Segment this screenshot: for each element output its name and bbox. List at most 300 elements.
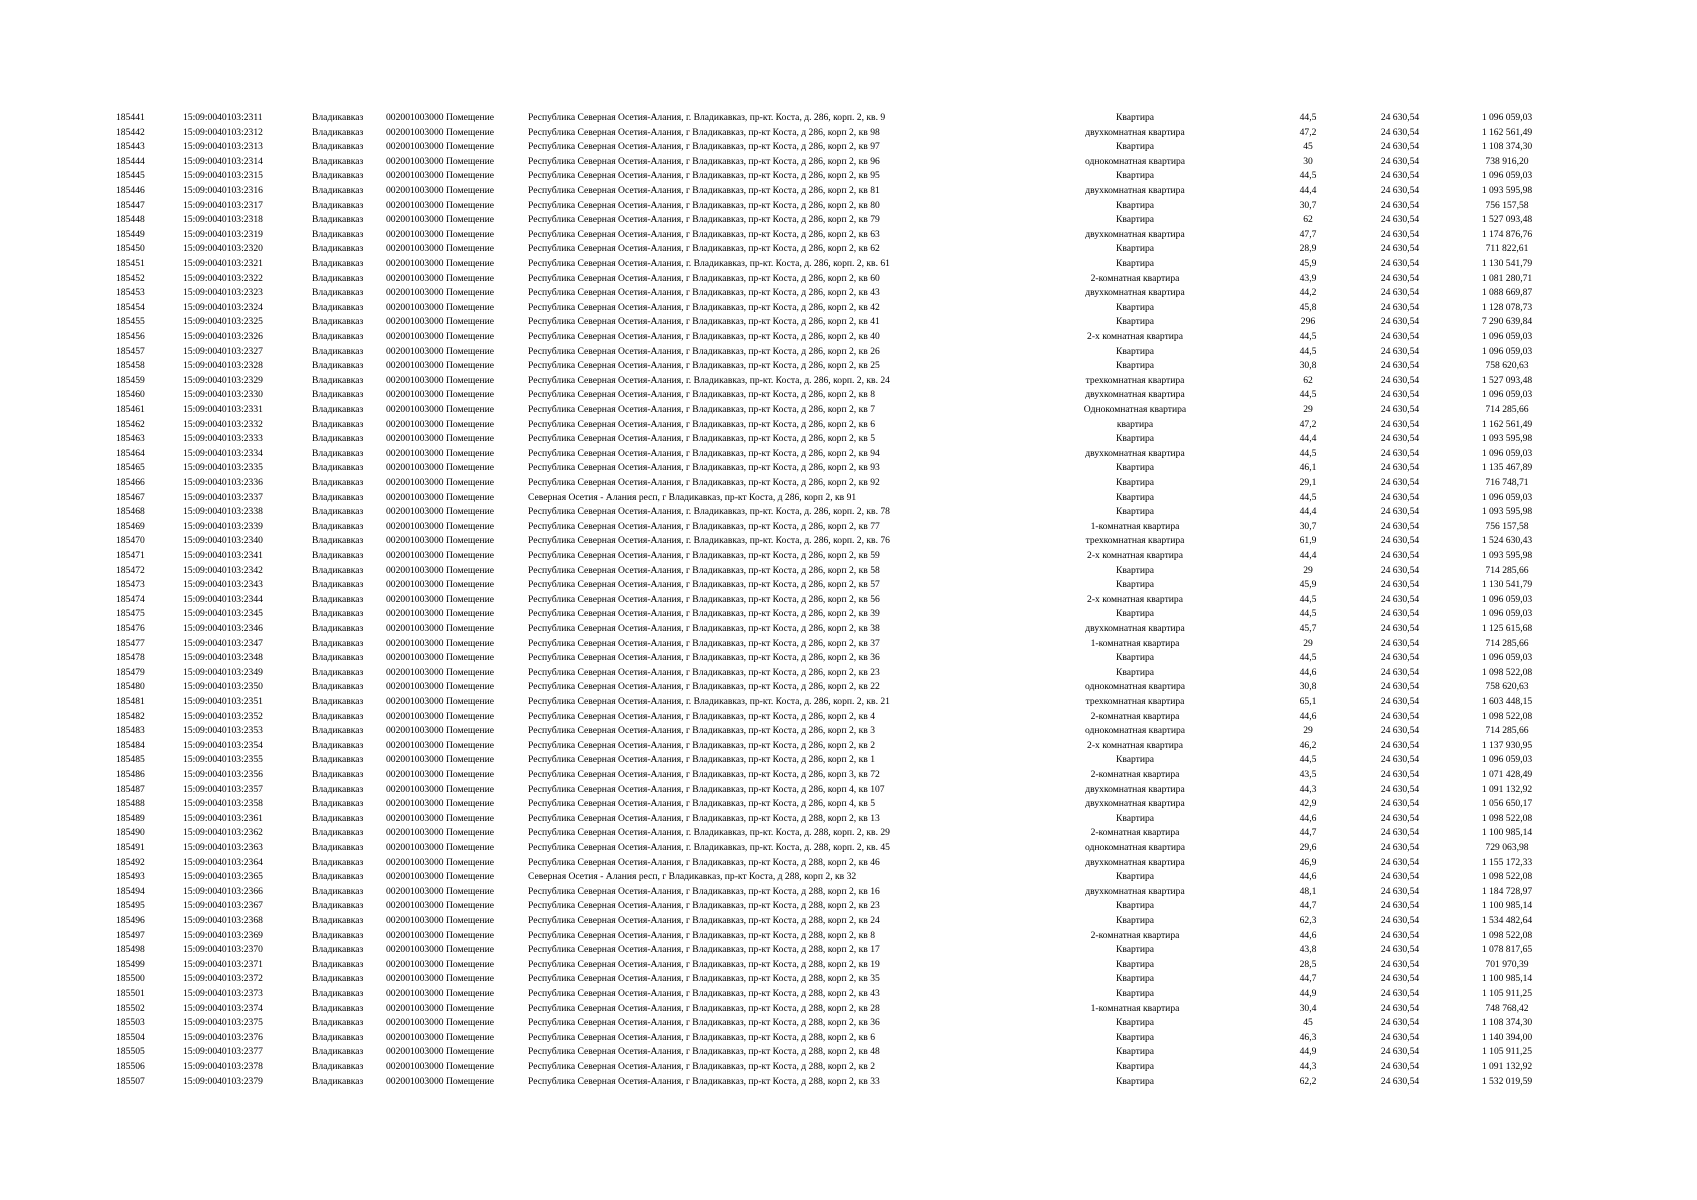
premises-name: 2-комнатная квартира [1090,769,1180,780]
address: Северная Осетия - Алания респ, г Владикавказ, пр-кт Коста, д 286, корп 2, кв 91 [528,491,857,503]
area-value: 44,5 [1299,652,1317,664]
object-type: 002001003000 Помещение [386,739,495,751]
address: Республика Северная Осетия-Алания, г Владикавказ, пр-кт Коста, д 286, корп 2, кв 77 [528,520,880,532]
premises-name: Квартира [1115,944,1155,956]
premises-name: однокомнатная квартира [1084,681,1186,693]
address: Республика Северная Осетия-Алания, г Владикавказ, пр-кт Коста, д 286, корп 4, кв 107 [528,783,885,795]
specific-value: 24 630,54 [1380,1046,1420,1058]
table-row [0,870,1697,885]
address: Республика Северная Осетия-Алания, г Владикавказ, пр-кт Коста, д 286, корп 2, кв 22 [528,681,880,693]
specific-value: 24 630,54 [1380,214,1420,226]
table-row [0,885,1697,900]
cadastral-value: 758 620,63 [1485,681,1529,693]
area-value: 44,9 [1299,988,1317,999]
specific-value: 24 630,54 [1380,579,1420,591]
cadastral-value: 738 916,20 [1485,155,1529,167]
area-value: 43,8 [1299,944,1317,956]
row-number: 185448 [116,214,145,226]
row-number: 185475 [116,608,145,620]
row-number: 185490 [116,827,145,839]
row-number: 185473 [116,579,145,591]
city-name: Владикавказ [312,710,364,722]
area-value: 44,5 [1299,345,1317,357]
address: Республика Северная Осетия-Алания, г Владикавказ, пр-кт Коста, д 286, корп 2, кв 5 [528,433,875,445]
city-name: Владикавказ [312,1031,364,1043]
row-number: 185481 [116,696,145,707]
specific-value: 24 630,54 [1380,798,1420,810]
cadastral-number: 15:09:0040103:2339 [183,520,263,532]
table-row [0,607,1697,622]
table-row [0,140,1697,155]
premises-name: Квартира [1115,360,1155,372]
cadastral-value: 756 157,58 [1485,199,1529,211]
cadastral-value: 1 130 541,79 [1481,579,1533,591]
specific-value: 24 630,54 [1380,915,1420,926]
city-name: Владикавказ [312,769,364,780]
object-type: 002001003000 Помещение [386,243,495,255]
cadastral-number: 15:09:0040103:2367 [183,900,263,912]
table-row [0,1016,1697,1031]
area-value: 44,2 [1299,287,1317,299]
premises-name: Квартира [1115,871,1155,883]
premises-name: Квартира [1115,112,1155,123]
specific-value: 24 630,54 [1380,608,1420,620]
area-value: 45,8 [1299,301,1317,313]
cadastral-value: 729 063,98 [1485,842,1529,853]
row-number: 185488 [116,798,145,810]
cadastral-value: 714 285,66 [1485,725,1529,737]
row-number: 185459 [116,374,145,386]
address: Республика Северная Осетия-Алания, г Владикавказ, пр-кт Коста, д 286, корп 2, кв 93 [528,462,880,474]
area-value: 44,4 [1299,506,1317,518]
cadastral-number: 15:09:0040103:2353 [183,725,263,737]
table-row [0,461,1697,476]
object-type: 002001003000 Помещение [386,1046,495,1058]
cadastral-value: 714 285,66 [1485,637,1529,649]
specific-value: 24 630,54 [1380,433,1420,445]
cadastral-number: 15:09:0040103:2324 [183,301,263,313]
table-row [0,695,1697,710]
premises-name: Квартира [1115,666,1155,678]
area-value: 29,6 [1299,842,1317,853]
premises-name: однокомнатная квартира [1084,725,1186,737]
area-value: 28,5 [1299,958,1317,970]
row-number: 185466 [116,477,145,488]
area-value: 44,3 [1299,783,1317,795]
specific-value: 24 630,54 [1380,623,1420,634]
cadastral-number: 15:09:0040103:2331 [183,404,263,415]
specific-value: 24 630,54 [1380,316,1420,328]
address: Республика Северная Осетия-Алания, г Владикавказ, пр-кт Коста, д 286, корп 2, кв 94 [528,447,880,459]
premises-name: Квартира [1115,491,1155,503]
cadastral-value: 1 100 985,14 [1481,973,1533,985]
city-name: Владикавказ [312,915,364,926]
object-type: 002001003000 Помещение [386,593,495,605]
cadastral-value: 1 096 059,03 [1481,754,1533,766]
specific-value: 24 630,54 [1380,185,1420,196]
cadastral-number: 15:09:0040103:2338 [183,506,263,518]
cadastral-number: 15:09:0040103:2363 [183,842,263,853]
object-type: 002001003000 Помещение [386,214,495,226]
specific-value: 24 630,54 [1380,112,1420,123]
row-number: 185506 [116,1061,145,1072]
object-type: 002001003000 Помещение [386,827,495,839]
cadastral-value: 756 157,58 [1485,520,1529,532]
specific-value: 24 630,54 [1380,258,1420,269]
table-row [0,622,1697,637]
cadastral-value: 1 100 985,14 [1481,827,1533,839]
table-row [0,1002,1697,1017]
row-number: 185485 [116,754,145,766]
cadastral-value: 1 162 561,49 [1481,126,1533,138]
address: Республика Северная Осетия-Алания, г Владикавказ, пр-кт Коста, д 288, корп 2, кв 2 [528,1061,875,1072]
premises-name: 1-комнатная квартира [1090,637,1180,649]
cadastral-value: 1 534 482,64 [1481,915,1533,926]
area-value: 65,1 [1299,696,1317,707]
specific-value: 24 630,54 [1380,199,1420,211]
city-name: Владикавказ [312,112,364,123]
specific-value: 24 630,54 [1380,1017,1420,1029]
cadastral-number: 15:09:0040103:2344 [183,593,263,605]
premises-name: двухкомнатная квартира [1085,623,1185,634]
city-name: Владикавказ [312,462,364,474]
table-row [0,739,1697,754]
row-number: 185482 [116,710,145,722]
address: Республика Северная Осетия-Алания, г Владикавказ, пр-кт Коста, д 286, корп 2, кв 79 [528,214,880,226]
cadastral-value: 1 135 467,89 [1481,462,1533,474]
cadastral-value: 1 098 522,08 [1481,929,1533,941]
row-number: 185465 [116,462,145,474]
area-value: 43,5 [1299,769,1317,780]
city-name: Владикавказ [312,243,364,255]
row-number: 185479 [116,666,145,678]
cadastral-value: 1 093 595,98 [1481,550,1533,561]
address: Республика Северная Осетия-Алания, г. Владикавказ, пр-кт. Коста, д. 288, корп. 2, кв. 29 [528,827,890,839]
row-number: 185467 [116,491,145,503]
table-row [0,315,1697,330]
specific-value: 24 630,54 [1380,666,1420,678]
table-row [0,972,1697,987]
cadastral-number: 15:09:0040103:2343 [183,579,263,591]
area-value: 30,8 [1299,360,1317,372]
cadastral-number: 15:09:0040103:2371 [183,958,263,970]
object-type: 002001003000 Помещение [386,1017,495,1029]
cadastral-value: 1 096 059,03 [1481,593,1533,605]
city-name: Владикавказ [312,418,364,430]
cadastral-number: 15:09:0040103:2333 [183,433,263,445]
table-row [0,1075,1697,1090]
area-value: 62 [1303,214,1313,226]
object-type: 002001003000 Помещение [386,141,495,153]
cadastral-number: 15:09:0040103:2321 [183,258,263,269]
address: Республика Северная Осетия-Алания, г Владикавказ, пр-кт Коста, д 288, корп 2, кв 46 [528,856,880,868]
cadastral-number: 15:09:0040103:2366 [183,885,263,897]
table-row [0,914,1697,929]
premises-name: двухкомнатная квартира [1085,447,1185,459]
object-type: 002001003000 Помещение [386,579,495,591]
object-type: 002001003000 Помещение [386,155,495,167]
row-number: 185468 [116,506,145,518]
premises-name: двухкомнатная квартира [1085,228,1185,240]
cadastral-number: 15:09:0040103:2313 [183,141,263,153]
address: Республика Северная Осетия-Алания, г Владикавказ, пр-кт Коста, д 288, корп 2, кв 6 [528,1031,875,1043]
city-name: Владикавказ [312,535,364,547]
cadastral-number: 15:09:0040103:2322 [183,272,263,284]
area-value: 29 [1303,404,1313,415]
cadastral-number: 15:09:0040103:2364 [183,856,263,868]
specific-value: 24 630,54 [1380,535,1420,547]
cadastral-number: 15:09:0040103:2330 [183,389,263,401]
cadastral-number: 15:09:0040103:2361 [183,812,263,824]
premises-name: Квартира [1115,316,1155,328]
premises-name: Квартира [1115,214,1155,226]
specific-value: 24 630,54 [1380,944,1420,956]
city-name: Владикавказ [312,404,364,415]
row-number: 185451 [116,258,145,269]
table-row [0,710,1697,725]
cadastral-value: 1 174 876,76 [1481,228,1533,240]
cadastral-number: 15:09:0040103:2314 [183,155,263,167]
premises-name: двухкомнатная квартира [1085,287,1185,299]
table-row [0,286,1697,301]
cadastral-value: 1 532 019,59 [1481,1075,1533,1087]
specific-value: 24 630,54 [1380,681,1420,693]
area-value: 42,9 [1299,798,1317,810]
row-number: 185454 [116,301,145,313]
cadastral-value: 1 108 374,30 [1481,1017,1533,1029]
cadastral-number: 15:09:0040103:2356 [183,769,263,780]
address: Республика Северная Осетия-Алания, г Владикавказ, пр-кт Коста, д 286, корп 2, кв 95 [528,170,880,182]
premises-name: 2-комнатная квартира [1090,272,1180,284]
city-name: Владикавказ [312,579,364,591]
object-type: 002001003000 Помещение [386,988,495,999]
city-name: Владикавказ [312,1002,364,1014]
city-name: Владикавказ [312,214,364,226]
table-row [0,476,1697,491]
city-name: Владикавказ [312,1017,364,1029]
address: Республика Северная Осетия-Алания, г Владикавказ, пр-кт Коста, д 286, корп 2, кв 6 [528,418,875,430]
specific-value: 24 630,54 [1380,520,1420,532]
city-name: Владикавказ [312,666,364,678]
cadastral-value: 1 128 078,73 [1481,301,1533,313]
cadastral-number: 15:09:0040103:2345 [183,608,263,620]
object-type: 002001003000 Помещение [386,185,495,196]
cadastral-value: 1 088 669,87 [1481,287,1533,299]
premises-name: Квартира [1115,1031,1155,1043]
address: Республика Северная Осетия-Алания, г Владикавказ, пр-кт Коста, д 288, корп 2, кв 43 [528,988,880,999]
area-value: 30,8 [1299,681,1317,693]
cadastral-value: 1 162 561,49 [1481,418,1533,430]
premises-name: двухкомнатная квартира [1085,185,1185,196]
cadastral-value: 716 748,71 [1485,477,1529,488]
specific-value: 24 630,54 [1380,287,1420,299]
address: Республика Северная Осетия-Алания, г Владикавказ, пр-кт Коста, д 288, корп 2, кв 24 [528,915,880,926]
area-value: 45,7 [1299,623,1317,634]
table-row [0,768,1697,783]
area-value: 46,3 [1299,1031,1317,1043]
address: Республика Северная Осетия-Алания, г Владикавказ, пр-кт Коста, д 286, корп 2, кв 56 [528,593,880,605]
cadastral-number: 15:09:0040103:2332 [183,418,263,430]
table-row [0,272,1697,287]
cadastral-number: 15:09:0040103:2337 [183,491,263,503]
area-value: 61,9 [1299,535,1317,547]
row-number: 185502 [116,1002,145,1014]
city-name: Владикавказ [312,798,364,810]
city-name: Владикавказ [312,141,364,153]
table-row [0,929,1697,944]
address: Республика Северная Осетия-Алания, г Владикавказ, пр-кт Коста, д 286, корп 2, кв 2 [528,739,875,751]
row-number: 185497 [116,929,145,941]
area-value: 45 [1303,141,1313,153]
premises-name: двухкомнатная квартира [1085,783,1185,795]
premises-name: однокомнатная квартира [1084,842,1186,853]
cadastral-value: 1 130 541,79 [1481,258,1533,269]
cadastral-value: 1 096 059,03 [1481,389,1533,401]
row-number: 185494 [116,885,145,897]
cadastral-value: 1 096 059,03 [1481,447,1533,459]
city-name: Владикавказ [312,637,364,649]
cadastral-number: 15:09:0040103:2315 [183,170,263,182]
city-name: Владикавказ [312,696,364,707]
city-name: Владикавказ [312,331,364,342]
address: Республика Северная Осетия-Алания, г Владикавказ, пр-кт Коста, д 286, корп 2, кв 43 [528,287,880,299]
object-type: 002001003000 Помещение [386,272,495,284]
address: Республика Северная Осетия-Алания, г Владикавказ, пр-кт Коста, д 286, корп 2, кв 38 [528,623,880,634]
premises-name: Квартира [1115,1061,1155,1072]
city-name: Владикавказ [312,1061,364,1072]
specific-value: 24 630,54 [1380,871,1420,883]
premises-name: Квартира [1115,564,1155,576]
table-row [0,111,1697,126]
object-type: 002001003000 Помещение [386,944,495,956]
object-type: 002001003000 Помещение [386,1061,495,1072]
row-number: 185499 [116,958,145,970]
specific-value: 24 630,54 [1380,272,1420,284]
address: Республика Северная Осетия-Алания, г Владикавказ, пр-кт Коста, д 286, корп 2, кв 59 [528,550,880,561]
object-type: 002001003000 Помещение [386,345,495,357]
cadastral-value: 1 091 132,92 [1481,783,1533,795]
table-row [0,637,1697,652]
object-type: 002001003000 Помещение [386,491,495,503]
cadastral-value: 748 768,42 [1485,1002,1529,1014]
address: Республика Северная Осетия-Алания, г Владикавказ, пр-кт Коста, д 286, корп 2, кв 80 [528,199,880,211]
object-type: 002001003000 Помещение [386,228,495,240]
area-value: 29,1 [1299,477,1317,488]
specific-value: 24 630,54 [1380,170,1420,182]
object-type: 002001003000 Помещение [386,812,495,824]
table-row [0,958,1697,973]
city-name: Владикавказ [312,506,364,518]
row-number: 185455 [116,316,145,328]
cadastral-value: 1 056 650,17 [1481,798,1533,810]
premises-name: квартира [1116,418,1154,430]
area-value: 44,5 [1299,170,1317,182]
table-row [0,651,1697,666]
cadastral-number: 15:09:0040103:2350 [183,681,263,693]
cadastral-value: 1 093 595,98 [1481,185,1533,196]
object-type: 002001003000 Помещение [386,885,495,897]
premises-name: Квартира [1115,301,1155,313]
city-name: Владикавказ [312,185,364,196]
city-name: Владикавказ [312,885,364,897]
area-value: 62,2 [1299,1075,1317,1087]
cadastral-number: 15:09:0040103:2311 [183,112,263,123]
object-type: 002001003000 Помещение [386,623,495,634]
cadastral-value: 701 970,39 [1485,958,1529,970]
cadastral-number: 15:09:0040103:2328 [183,360,263,372]
cadastral-value: 1 184 728,97 [1481,885,1533,897]
object-type: 002001003000 Помещение [386,564,495,576]
address: Северная Осетия - Алания респ, г Владикавказ, пр-кт Коста, д 288, корп 2, кв 32 [528,871,857,883]
specific-value: 24 630,54 [1380,842,1420,853]
cadastral-value: 1 096 059,03 [1481,112,1533,123]
city-name: Владикавказ [312,1046,364,1058]
premises-name: двухкомнатная квартира [1085,126,1185,138]
object-type: 002001003000 Помещение [386,433,495,445]
city-name: Владикавказ [312,316,364,328]
specific-value: 24 630,54 [1380,1031,1420,1043]
cadastral-value: 1 524 630,43 [1481,535,1533,547]
premises-name: Квартира [1115,258,1155,269]
specific-value: 24 630,54 [1380,827,1420,839]
object-type: 002001003000 Помещение [386,783,495,795]
table-row [0,856,1697,871]
table-row [0,184,1697,199]
specific-value: 24 630,54 [1380,988,1420,999]
row-number: 185486 [116,769,145,780]
object-type: 002001003000 Помещение [386,769,495,780]
specific-value: 24 630,54 [1380,973,1420,985]
premises-name: Квартира [1115,199,1155,211]
table-row [0,169,1697,184]
specific-value: 24 630,54 [1380,126,1420,138]
premises-name: трехкомнатная квартира [1085,535,1185,547]
cadastral-number: 15:09:0040103:2349 [183,666,263,678]
area-value: 296 [1300,316,1316,328]
city-name: Владикавказ [312,170,364,182]
table-row [0,534,1697,549]
specific-value: 24 630,54 [1380,769,1420,780]
specific-value: 24 630,54 [1380,447,1420,459]
area-value: 29 [1303,725,1313,737]
row-number: 185480 [116,681,145,693]
premises-name: Квартира [1115,652,1155,664]
cadastral-value: 714 285,66 [1485,404,1529,415]
area-value: 44,7 [1299,827,1317,839]
city-name: Владикавказ [312,199,364,211]
specific-value: 24 630,54 [1380,739,1420,751]
object-type: 002001003000 Помещение [386,915,495,926]
area-value: 44,6 [1299,710,1317,722]
area-value: 47,2 [1299,418,1317,430]
area-value: 29 [1303,637,1313,649]
city-name: Владикавказ [312,871,364,883]
premises-name: Квартира [1115,1017,1155,1029]
table-row [0,841,1697,856]
premises-name: трехкомнатная квартира [1085,374,1185,386]
cadastral-number: 15:09:0040103:2318 [183,214,263,226]
object-type: 002001003000 Помещение [386,973,495,985]
cadastral-value: 1 098 522,08 [1481,666,1533,678]
table-row [0,826,1697,841]
city-name: Владикавказ [312,725,364,737]
area-value: 44,5 [1299,593,1317,605]
address: Республика Северная Осетия-Алания, г Владикавказ, пр-кт Коста, д 286, корп 2, кв 4 [528,710,875,722]
address: Республика Северная Осетия-Алания, г Владикавказ, пр-кт Коста, д 286, корп 2, кв 39 [528,608,880,620]
cadastral-number: 15:09:0040103:2358 [183,798,263,810]
object-type: 002001003000 Помещение [386,418,495,430]
address: Республика Северная Осетия-Алания, г. Владикавказ, пр-кт. Коста, д. 286, корп. 2, кв. 21 [528,696,890,707]
